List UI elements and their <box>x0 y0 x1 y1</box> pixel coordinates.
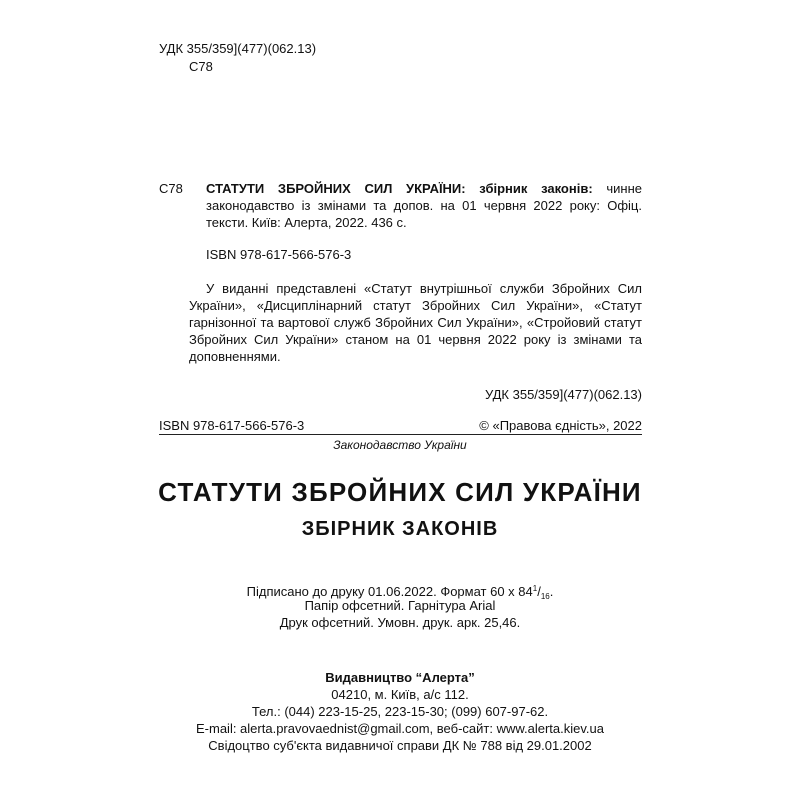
series-name: Законодавство України <box>333 438 467 452</box>
publisher-phones: Тел.: (044) 223-15-25, 223-15-30; (099) 607-97-62. <box>251 704 549 719</box>
copyright: © «Правова єдність», 2022 <box>479 418 642 433</box>
udk-code-top: УДК 355/359](477)(062.13) <box>159 41 317 56</box>
entry-title: СТАТУТИ ЗБРОЙНИХ СИЛ УКРАЇНИ: збірник законів: <box>206 181 593 196</box>
isbn-entry: ISBN 978-617-566-576-3 <box>206 247 352 262</box>
annotation: У виданні представлені «Статут внутрішньої служби Збройних Сил України», «Дисциплінарний статут Збройних Сил України», «Статут гарнізонної та вартової служб Збройних Сил України», «Стройовий статут Збройних Сил України» станом на 01 червня 2022 року із змінами та доповненнями. <box>189 281 642 364</box>
udk-code-right: УДК 355/359](477)(062.13) <box>484 387 642 402</box>
author-sign-entry: С78 <box>159 181 183 196</box>
divider-line <box>159 434 642 435</box>
entry-details: чинне законодавство із змінами та допов. на 01 червня 2022 року: Офіц. тексти. Київ: Алерта, 2022. 436 с. <box>206 181 642 230</box>
format-fraction-num: 1 <box>532 584 538 593</box>
format-fraction-slash: / <box>537 584 541 599</box>
imprint-format-text: Підписано до друку 01.06.2022. Формат 60 х 84 <box>246 584 533 599</box>
imprint-paper-font: Папір офсетний. Гарнітура Arial <box>304 598 496 613</box>
imprint-print-sheets: Друк офсетний. Умовн. друк. арк. 25,46. <box>279 615 521 630</box>
book-title: СТАТУТИ ЗБРОЙНИХ СИЛ УКРАЇНИ <box>158 477 642 507</box>
isbn-footer: ISBN 978-617-566-576-3 <box>159 418 305 433</box>
publisher-certificate: Свідоцтво суб'єкта видавничої справи ДК № 788 від 29.01.2002 <box>208 738 592 753</box>
publisher-name: Видавництво “Алерта” <box>325 670 475 685</box>
format-fraction-den: 16 <box>540 592 550 601</box>
publisher-contacts: E-mail: alerta.pravovaednist@gmail.com, веб-сайт: www.alerta.kiev.ua <box>196 721 604 736</box>
format-end: . <box>549 584 554 599</box>
publisher-address: 04210, м. Київ, а/с 112. <box>331 687 469 702</box>
author-sign-top: С78 <box>189 59 213 74</box>
bibliographic-entry <box>206 180 642 231</box>
book-subtitle: ЗБІРНИК ЗАКОНІВ <box>301 518 499 540</box>
